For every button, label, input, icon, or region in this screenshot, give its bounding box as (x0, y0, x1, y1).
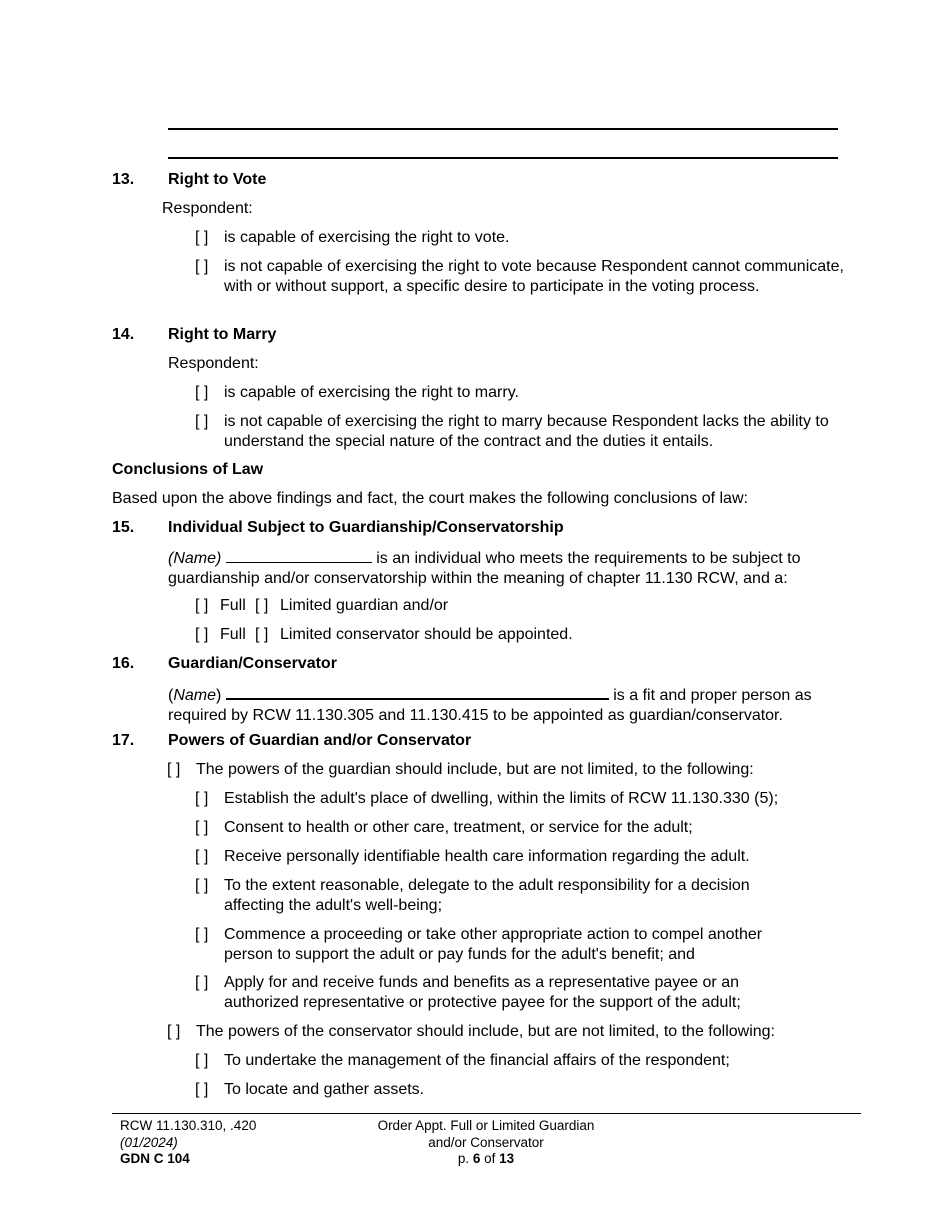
section-14-intro: Respondent: (168, 355, 259, 372)
answer-line-2[interactable] (168, 157, 838, 159)
section-14-title: Right to Marry (168, 326, 277, 343)
vote-not-capable-text: is not capable of exercising the right to vote because Respondent cannot communicate, with or without support, a specific desire to participate in the voting process. (224, 258, 844, 295)
footer-left (120, 1118, 256, 1168)
full-guardian-label: Full (220, 597, 246, 614)
page-current: 6 (472, 1151, 481, 1166)
power-health-info-text: Receive personally identifiable health care information regarding the adult. (224, 848, 750, 865)
footer-center (336, 1118, 636, 1168)
section-14-number: 14. (112, 326, 135, 343)
guardian-name-field[interactable] (226, 683, 609, 700)
footer-page-number (336, 1151, 636, 1168)
full-conservator-label: Full (220, 626, 246, 643)
section-15-title: Individual Subject to Guardianship/Conservatorship (168, 519, 564, 536)
marry-capable-checkbox[interactable]: [ ] (195, 384, 209, 401)
power-financial-checkbox[interactable]: [ ] (195, 1052, 209, 1069)
section-13-number: 13. (112, 171, 135, 188)
vote-capable-checkbox[interactable]: [ ] (195, 229, 209, 246)
footer-title-line2: and/or Conservator (428, 1134, 544, 1150)
power-assets-checkbox[interactable]: [ ] (195, 1081, 209, 1098)
section-16-paragraph: (Name) is a fit and proper person as required by RCW 11.130.305 and 11.130.415 to be appointed as guardian/conservator. (168, 683, 836, 725)
conservator-powers-intro: The powers of the conservator should include, but are not limited, to the following: (196, 1023, 775, 1040)
section-15-paragraph (168, 547, 843, 588)
marry-capable-text: is capable of exercising the right to marry. (224, 384, 519, 401)
footer-rcw: RCW 11.130.310, .420 (120, 1118, 257, 1133)
limited-conservator-label: Limited conservator should be appointed. (280, 626, 573, 643)
marry-not-capable-text: is not capable of exercising the right to marry because Respondent lacks the ability to understand the special nature of the contract and the duties it entails. (224, 413, 829, 450)
power-proceeding-checkbox[interactable]: [ ] (195, 926, 209, 943)
section-13-intro: Respondent: (162, 200, 253, 217)
name-label: Name (173, 687, 217, 704)
marry-not-capable-checkbox[interactable]: [ ] (195, 413, 209, 430)
full-guardian-checkbox[interactable]: [ ] (195, 597, 209, 614)
power-funds-text: Apply for and receive funds and benefits as a representative payee or an authorized representative or protective payee for the support of the adult; (224, 974, 741, 1011)
guardian-powers-intro: The powers of the guardian should include, but are not limited, to the following: (196, 761, 754, 778)
section-16-number: 16. (112, 655, 135, 672)
conclusions-intro: Based upon the above findings and fact, the court makes the following conclusions of law: (112, 490, 748, 507)
page-of: of (484, 1151, 496, 1166)
guardian-powers-checkbox[interactable]: [ ] (167, 761, 181, 778)
power-delegate-text: To the extent reasonable, delegate to the adult responsibility for a decision affecting the adult's well-being; (224, 877, 750, 914)
conservator-powers-checkbox[interactable]: [ ] (167, 1023, 181, 1040)
power-delegate-checkbox[interactable]: [ ] (195, 877, 209, 894)
limited-guardian-label: Limited guardian and/or (280, 597, 449, 614)
section-17-title: Powers of Guardian and/or Conservator (168, 732, 472, 749)
answer-line-1[interactable] (168, 128, 838, 130)
name-label: (Name) (168, 550, 222, 567)
vote-not-capable-checkbox[interactable]: [ ] (195, 258, 209, 275)
power-funds-checkbox[interactable]: [ ] (195, 974, 209, 991)
power-health-consent-checkbox[interactable]: [ ] (195, 819, 209, 836)
power-health-info-checkbox[interactable]: [ ] (195, 848, 209, 865)
respondent-name-field[interactable] (226, 547, 372, 563)
limited-guardian-checkbox[interactable]: [ ] (255, 597, 269, 614)
footer-divider (112, 1113, 861, 1114)
power-proceeding-text: Commence a proceeding or take other appropriate action to compel another person to support the adult or pay funds for the adult's benefit; and (224, 926, 763, 963)
section-15-text: is an individual who meets the requirements to be subject to guardianship and/or conservatorship within the meaning of chapter 11.130 RCW, and a: (168, 550, 801, 587)
section-17-number: 17. (112, 732, 135, 749)
power-financial-text: To undertake the management of the financial affairs of the respondent; (224, 1052, 730, 1069)
limited-conservator-checkbox[interactable]: [ ] (255, 626, 269, 643)
power-health-consent-text: Consent to health or other care, treatment, or service for the adult; (224, 819, 693, 836)
power-dwelling-checkbox[interactable]: [ ] (195, 790, 209, 807)
power-assets-text: To locate and gather assets. (224, 1081, 425, 1098)
footer-form-id: GDN C 104 (120, 1151, 190, 1166)
section-15-number: 15. (112, 519, 135, 536)
page-prefix: p. (457, 1151, 470, 1166)
power-dwelling-text: Establish the adult's place of dwelling, within the limits of RCW 11.130.330 (5); (224, 790, 779, 807)
section-16-text: is a fit and proper person as required by RCW 11.130.305 and 11.130.415 to be appointed as guardian/conservator. (168, 687, 812, 724)
page-total: 13 (499, 1151, 515, 1166)
section-13-title: Right to Vote (168, 171, 267, 188)
full-conservator-checkbox[interactable]: [ ] (195, 626, 209, 643)
vote-capable-text: is capable of exercising the right to vote. (224, 229, 510, 246)
conclusions-heading: Conclusions of Law (112, 461, 264, 478)
footer-title-line1: Order Appt. Full or Limited Guardian (377, 1118, 595, 1133)
footer-date: (01/2024) (120, 1134, 178, 1150)
section-16-title: Guardian/Conservator (168, 655, 337, 672)
